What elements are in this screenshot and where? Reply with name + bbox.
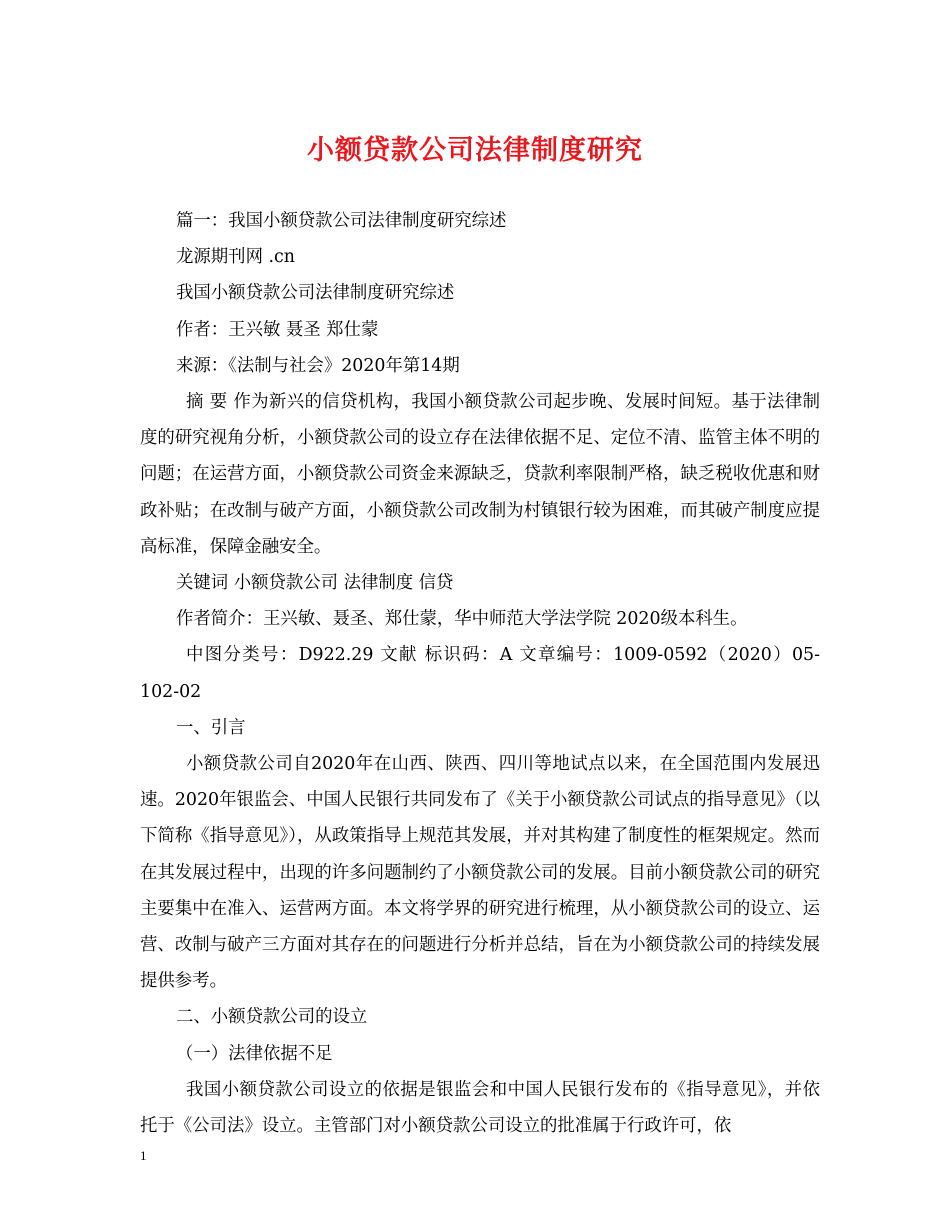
paragraph: 龙源期刊网 .cn xyxy=(176,247,295,268)
paragraph: 关键词 小额贷款公司 法律制度 信贷 xyxy=(176,573,454,594)
paragraph: 一、引言 xyxy=(176,717,246,738)
document-title: 小额贷款公司法律制度研究 xyxy=(307,135,643,166)
paragraph: 摘 要 作为新兴的信贷机构，我国小额贷款公司起步晚、发展时间短。基于法律制度的研究视角分析，小额贷款公司的设立存在法律依据不足、定位不清、监管主体不明的问题；在运营方面，小额贷款公司资金来源缺乏，贷款利率限制严格，缺乏税收优惠和财政补贴；在改制与破产方面，小额贷款公司改制为村镇银行较为困难，而其破产制度应提高标准，保障金融安全。 xyxy=(140,392,820,557)
paragraph: 中图分类号：D922.29 文献 标识码：A 文章编号：1009-0592（2020）05-102-02 xyxy=(140,645,820,702)
paragraph: 来源：《法制与社会》2020年第14期 xyxy=(176,355,460,376)
document-body xyxy=(140,203,820,1144)
paragraph: 我国小额贷款公司设立的依据是银监会和中国人民银行发布的《指导意见》，并依托于《公司法》设立。主管部门对小额贷款公司设立的批准属于行政许可，依 xyxy=(140,1079,820,1137)
paragraph: （一）法律依据不足 xyxy=(176,1043,333,1064)
paragraph: 小额贷款公司自2020年在山西、陕西、四川等地试点以来，在全国范围内发展迅速。2020年银监会、中国人民银行共同发布了《关于小额贷款公司试点的指导意见》（以下简称《指导意见》），从政策指导上规范其发展，并对其构建了制度性的框架规定。然而在其发展过程中，出现的许多问题制约了小额贷款公司的发展。目前小额贷款公司的研究主要集中在准入、运营两方面。本文将学界的研究进行梳理，从小额贷款公司的设立、运营、改制与破产三方面对其存在的问题进行分析并总结，旨在为小额贷款公司的持续发展提供参考。 xyxy=(140,754,820,992)
paragraph: 作者简介：王兴敏、聂圣、郑仕蒙，华中师范大学法学院 2020级本科生。 xyxy=(176,609,748,630)
paragraph: 二、小额贷款公司的设立 xyxy=(176,1007,368,1028)
paragraph: 我国小额贷款公司法律制度研究综述 xyxy=(176,283,455,304)
page-number: 1 xyxy=(140,1148,147,1163)
paragraph: 作者：王兴敏 聂圣 郑仕蒙 xyxy=(176,319,379,340)
paragraph: 篇一：我国小额贷款公司法律制度研究综述 xyxy=(176,211,507,231)
